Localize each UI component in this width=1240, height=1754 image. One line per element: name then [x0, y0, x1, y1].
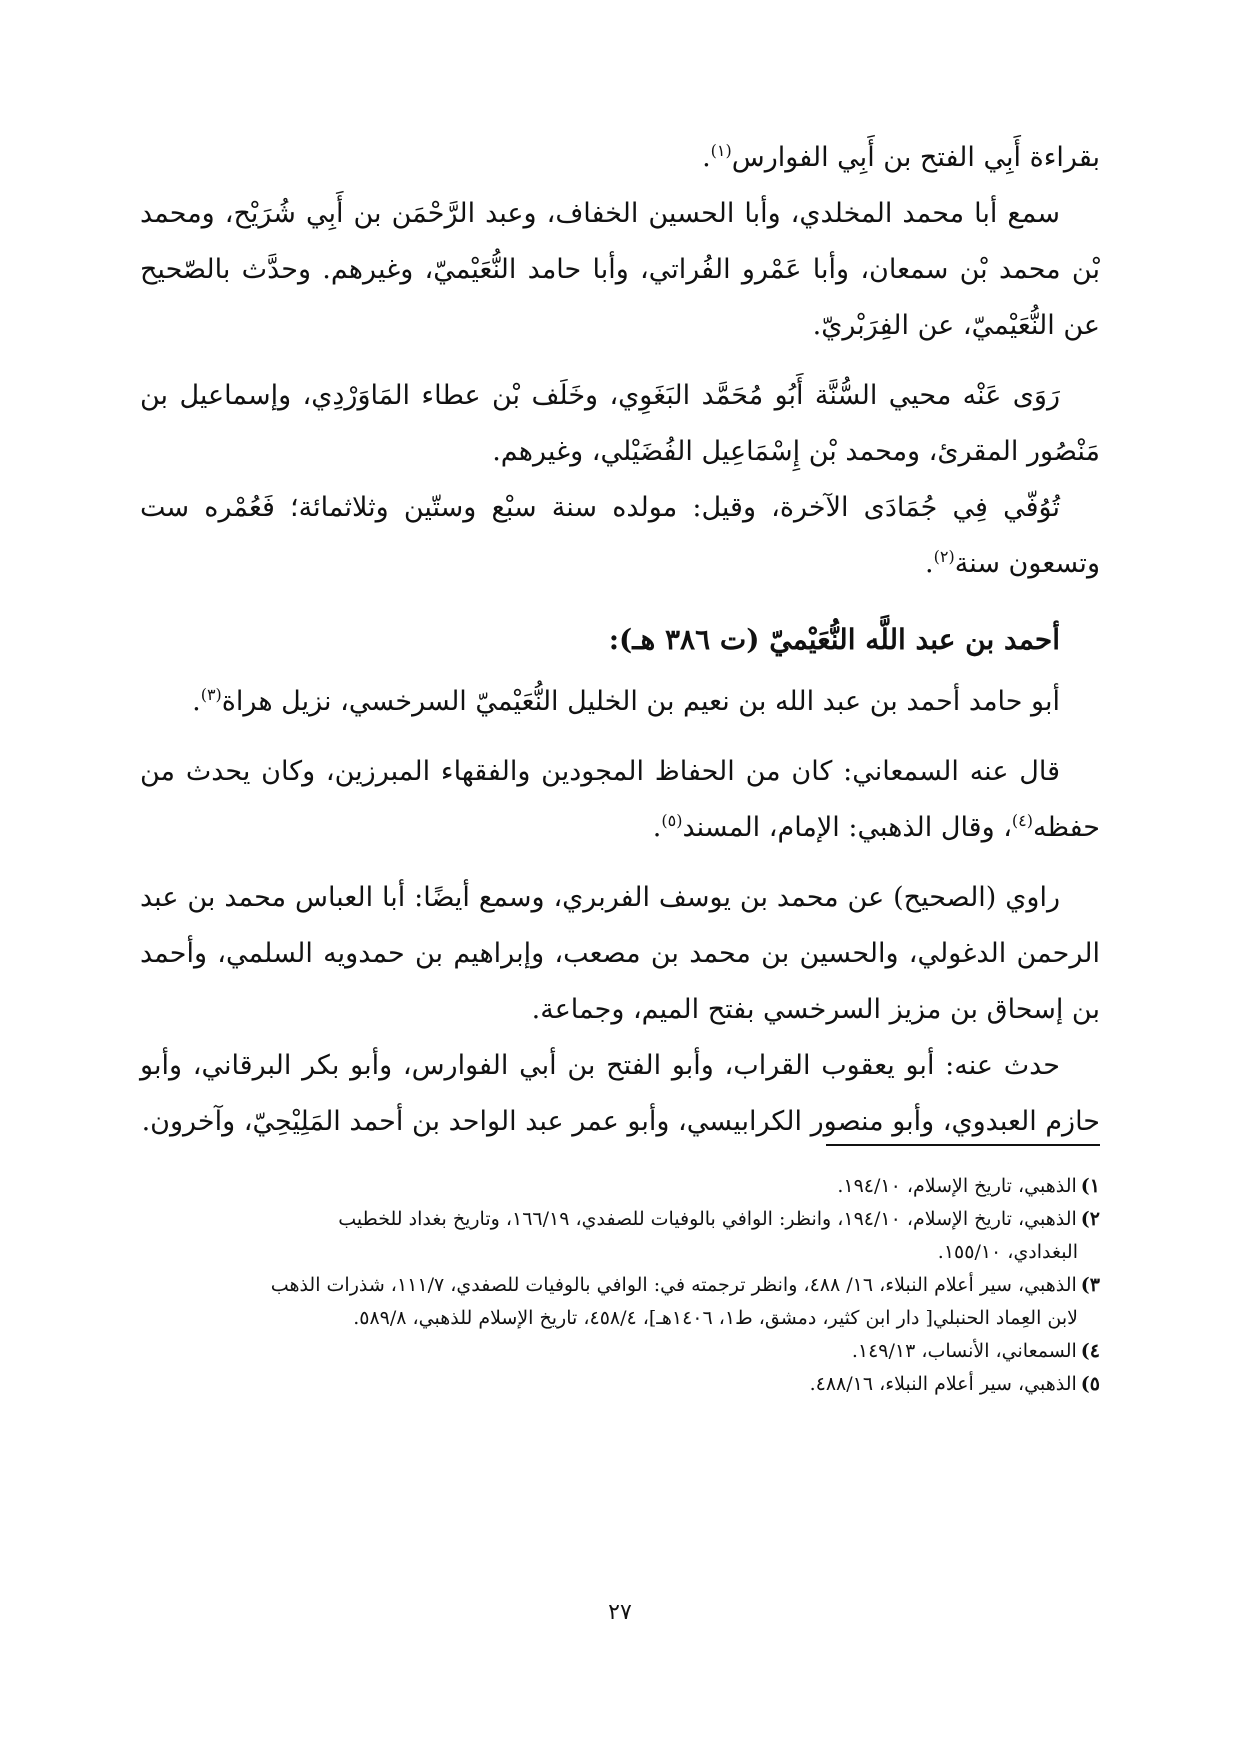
page-number: ٢٧	[608, 1600, 632, 1625]
bio-praise: قال عنه السمعاني: كان من الحفاظ المجودين والفقهاء المبرزين، وكان يحدث من حفظه$^{(٤)}$، وقال الذهبي: الإمام، المسند$^{(٥)}$.	[140, 756, 1100, 843]
bio-students: حدث عنه: أبو يعقوب القراب، وأبو الفتح بن أبي الفوارس، وأبو بكر البرقاني، وأبو حازم العبدوي، وأبو منصور الكرابيسي، وأبو عمر عبد الواحد بن أحمد المَلِيْحِيّ، وآخرون.	[140, 1050, 1100, 1137]
footnote-mark-5: (٥)	[661, 811, 683, 830]
paragraph-heard: سمع أبا محمد المخلدي، وأبا الحسين الخفاف، وعبد الرَّحْمَن بن أَبِي شُرَيْح، ومحمد بْن محمد بْن سمعان، وأبا عَمْرو الفُراتي، وأبا حامد النُّعَيْميّ، وغيرهم. وحدَّث بالصّحيح عن النُّعَيْميّ، عن الفِرَبْريّ.	[140, 198, 1100, 341]
bio-teachers: راوي (الصحيح) عن محمد بن يوسف الفربري، وسمع أيضًا: أبا العباس محمد بن عبد الرحمن الدغولي، والحسين بن محمد بن مصعب، وإبراهيم بن حمدويه السلمي، وأحمد بن إسحاق بن مزيز السرخسي بفتح الميم، وجماعة.	[140, 882, 1100, 1025]
bio-intro: أبو حامد أحمد بن عبد الله بن نعيم بن الخليل النُّعَيْميّ السرخسي، نزيل هراة$^{(٣)}$.	[192, 685, 1060, 717]
page-body	[140, 130, 1100, 1150]
footnote-separator	[826, 1144, 1100, 1146]
footnote-4: ٤)السمعاني، الأنساب، ١٤٩/١٣.	[851, 1340, 1100, 1362]
footnote-1: ١)الذهبي، تاريخ الإسلام، ١٩٤/١٠.	[837, 1175, 1100, 1197]
footnote-mark-3: (٣)	[200, 685, 222, 704]
footnote-mark-2: (٢)	[933, 547, 955, 566]
paragraph-narrators: رَوَى عَنْه محيي السُّنَّة أَبُو مُحَمَّد البَغَوِي، وخَلَف بْن عطاء المَاوَرْدِي، وإسماعيل بن مَنْصُور المقرئ، ومحمد بْن إِسْمَاعِيل الفُضَيْلي، وغيرهم.	[140, 380, 1100, 467]
footnote-mark-4: (٤)	[1011, 811, 1034, 830]
paragraph-death: تُوُفّي فِي جُمَادَى الآخرة، وقيل: مولده سنة سبْع وستّين وثلاثمائة؛ فَعُمْره ست وتسعون سنة$^{(٢)}$.	[140, 492, 1100, 579]
footnote-3: ٣)الذهبي، سير أعلام النبلاء، ١٦/ ٤٨٨، وانظر ترجمته في: الوافي بالوفيات للصفدي، ١١١/٧، شذرات الذهب لابن العِماد الحنبلي[ دار ابن كثير، دمشق، ط١، ١٤٠٦هـ]، ٤٥٨/٤، تاريخ الإسلام للذهبي، ٥٨٩/٨.	[270, 1274, 1100, 1329]
footnote-5: ٥)الذهبي، سير أعلام النبلاء، ٤٨٨/١٦.	[809, 1373, 1100, 1395]
footnotes	[140, 1170, 1100, 1401]
section-heading: أحمد بن عبد اللَّه النُّعَيْميّ (ت ٣٨٦ هـ):	[608, 623, 1060, 656]
footnote-mark-1: (١)	[710, 141, 732, 160]
footnote-2: ٢)الذهبي، تاريخ الإسلام، ١٩٤/١٠، وانظر: الوافي بالوفيات للصفدي، ١٦٦/١٩، وتاريخ بغداد للخطيب البغدادي، ١٥٥/١٠.	[338, 1208, 1100, 1263]
paragraph-reading: بقراءة أَبِي الفتح بن أَبِي الفوارس$^{(١)}$.	[702, 141, 1100, 173]
